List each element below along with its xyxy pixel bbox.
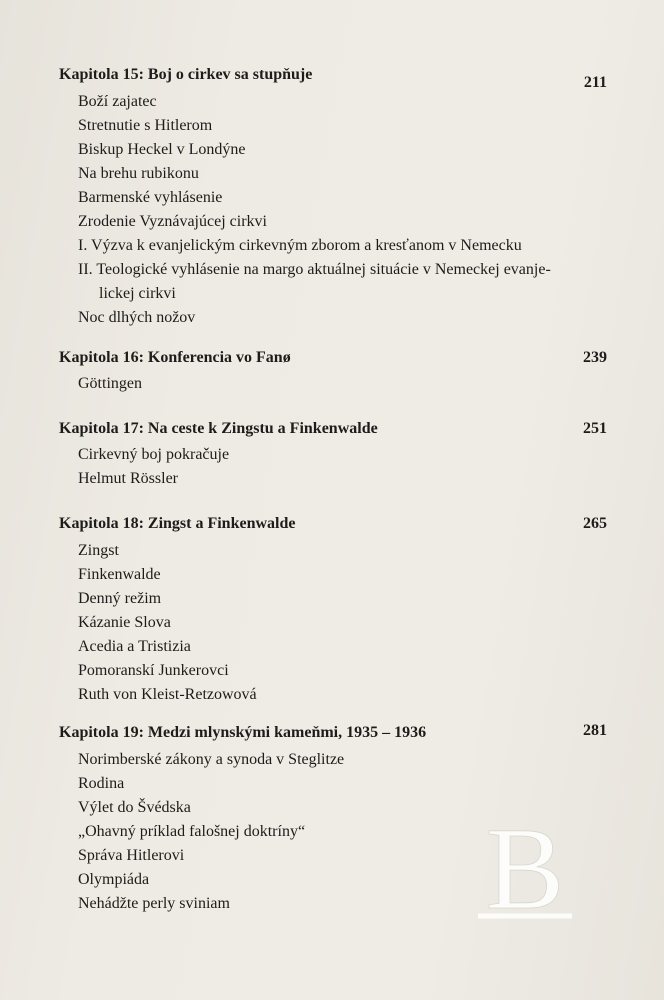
toc-item: „Ohavný príklad falošnej doktríny“ [78,823,306,840]
toc-item: Nehádžte perly sviniam [78,895,230,912]
toc-item: Denný režim [78,590,162,607]
toc-item: Norimberské zákony a synoda v Steglitze [78,751,345,768]
chapter-title: Kapitola 15: Boj o cirkev sa stupňuje [59,66,313,83]
chapter-page-number: 265 [583,515,607,532]
chapter-title: Kapitola 19: Medzi mlynskými kameňmi, 1935 – 1936 [59,724,427,741]
chapter-title: Kapitola 16: Konferencia vo Fanø [59,349,291,366]
toc-item: Ruth von Kleist-Retzowová [78,686,257,703]
toc-item: Barmenské vyhlásenie [78,189,223,206]
toc-item: Výlet do Švédska [78,799,191,816]
chapter-18 [59,515,607,707]
chapter-page-number: 211 [583,74,607,91]
toc-item: Kázanie Slova [78,614,171,631]
chapter-title: Kapitola 17: Na ceste k Zingstu a Finkenwalde [59,420,378,437]
toc-item: Správa Hitlerovi [78,847,185,864]
toc-item: I. Výzva k evanjelickým cirkevným zborom a kresťanom v Nemecku [78,237,522,254]
toc-item: Helmut Rössler [78,470,178,487]
toc-item: Noc dlhých nožov [78,309,196,326]
toc-item: Stretnutie s Hitlerom [78,117,213,134]
chapter-page-number: 239 [583,349,607,366]
toc-item: Na brehu rubikonu [78,165,199,182]
toc-item: Rodina [78,775,125,792]
toc-item: Pomoranskí Junkerovci [78,662,229,679]
toc-item: Göttingen [78,375,142,392]
toc-item: Finkenwalde [78,566,161,583]
toc-item: Boží zajatec [78,93,157,110]
toc-item: II. Teologické vyhlásenie na margo aktuálnej situácie v Nemeckej evanje- [78,261,551,278]
chapter-title: Kapitola 18: Zingst a Finkenwalde [59,515,296,532]
toc-item: Biskup Heckel v Londýne [78,141,246,158]
toc-item: Olympiáda [78,871,150,888]
chapter-15 [59,66,607,330]
toc-item: Cirkevný boj pokračuje [78,446,230,463]
logo-letter: B [485,818,565,922]
toc-item: Acedia a Tristizia [78,638,191,655]
toc-item: Zingst [78,542,119,559]
toc-item-continuation: lickej cirkvi [99,285,176,302]
toc-item: Zrodenie Vyznávajúcej cirkvi [78,213,267,230]
watermark-logo [470,818,580,922]
chapter-16 [59,349,607,396]
chapter-page-number: 281 [583,722,607,739]
chapter-page-number: 251 [583,420,607,437]
chapter-17 [59,420,607,491]
